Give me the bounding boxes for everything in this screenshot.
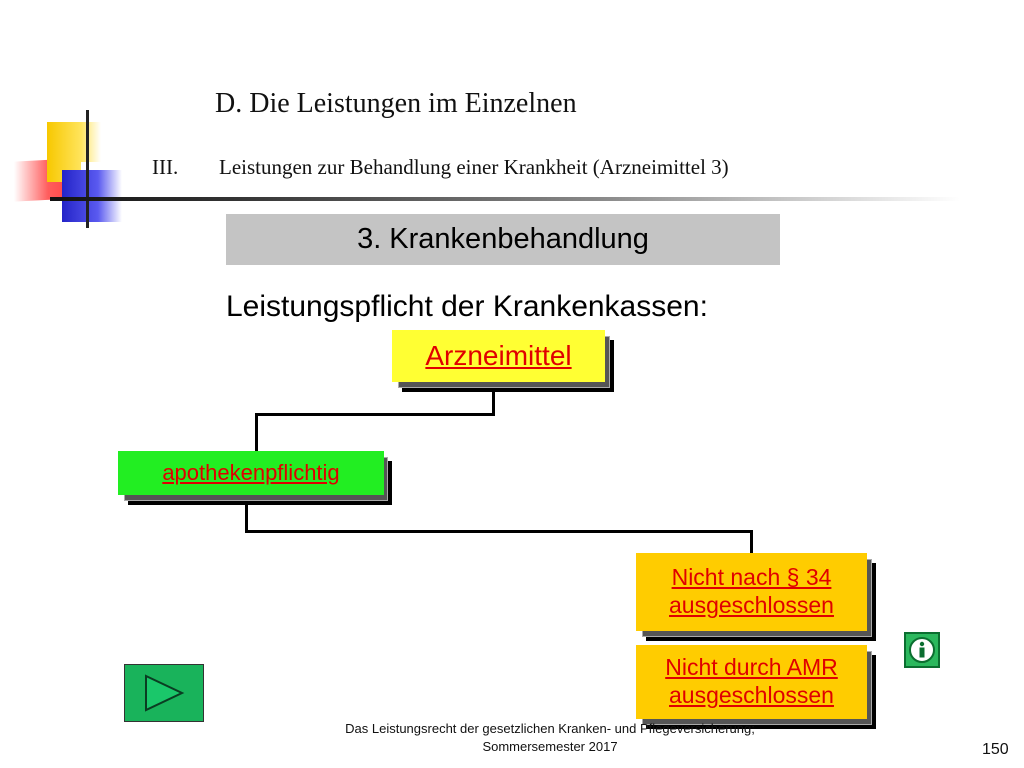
apothekenpflichtig-link[interactable]: apothekenpflichtig bbox=[162, 459, 340, 485]
logo-vertical-line bbox=[86, 110, 89, 228]
footer-line2: Sommersemester 2017 bbox=[482, 738, 618, 754]
connector-line bbox=[750, 530, 753, 555]
logo-yellow-fade bbox=[81, 122, 101, 162]
nicht-34-box[interactable] bbox=[636, 553, 876, 641]
section-label: 3. Krankenbehandlung bbox=[357, 223, 649, 255]
connector-line bbox=[245, 530, 753, 533]
arzneimittel-box[interactable] bbox=[392, 330, 614, 392]
nicht-34-line1[interactable]: Nicht nach § 34 bbox=[671, 564, 832, 591]
apothekenpflichtig-box[interactable] bbox=[118, 451, 392, 505]
page-number: 150 bbox=[982, 741, 1009, 758]
slide-title: D. Die Leistungen im Einzelnen bbox=[215, 88, 577, 119]
nicht-amr-box[interactable] bbox=[636, 645, 876, 729]
connector-line bbox=[255, 413, 258, 453]
next-slide-button[interactable] bbox=[124, 664, 204, 722]
subtitle-number: III. bbox=[152, 155, 179, 179]
play-icon bbox=[142, 673, 186, 713]
footer-line1: Das Leistungsrecht der gesetzlichen Kranken- und Pflegeversicherung; bbox=[345, 721, 755, 736]
arzneimittel-link[interactable]: Arzneimittel bbox=[425, 340, 572, 372]
footer bbox=[300, 720, 800, 755]
content-heading: Leistungspflicht der Krankenkassen: bbox=[226, 290, 708, 323]
nicht-amr-line1[interactable]: Nicht durch AMR bbox=[665, 654, 838, 681]
info-icon bbox=[908, 636, 936, 664]
nicht-amr-line2[interactable]: ausgeschlossen bbox=[669, 682, 834, 708]
nicht-34-line2[interactable]: ausgeschlossen bbox=[669, 592, 834, 618]
slide-subtitle: Leistungen zur Behandlung einer Krankheit (Arzneimittel 3) bbox=[219, 155, 729, 179]
logo-blue-block bbox=[62, 170, 122, 222]
connector-line bbox=[245, 503, 248, 533]
section-bar bbox=[226, 214, 780, 265]
info-button[interactable] bbox=[904, 632, 940, 668]
header-rule bbox=[50, 197, 960, 201]
connector-line bbox=[255, 413, 495, 416]
